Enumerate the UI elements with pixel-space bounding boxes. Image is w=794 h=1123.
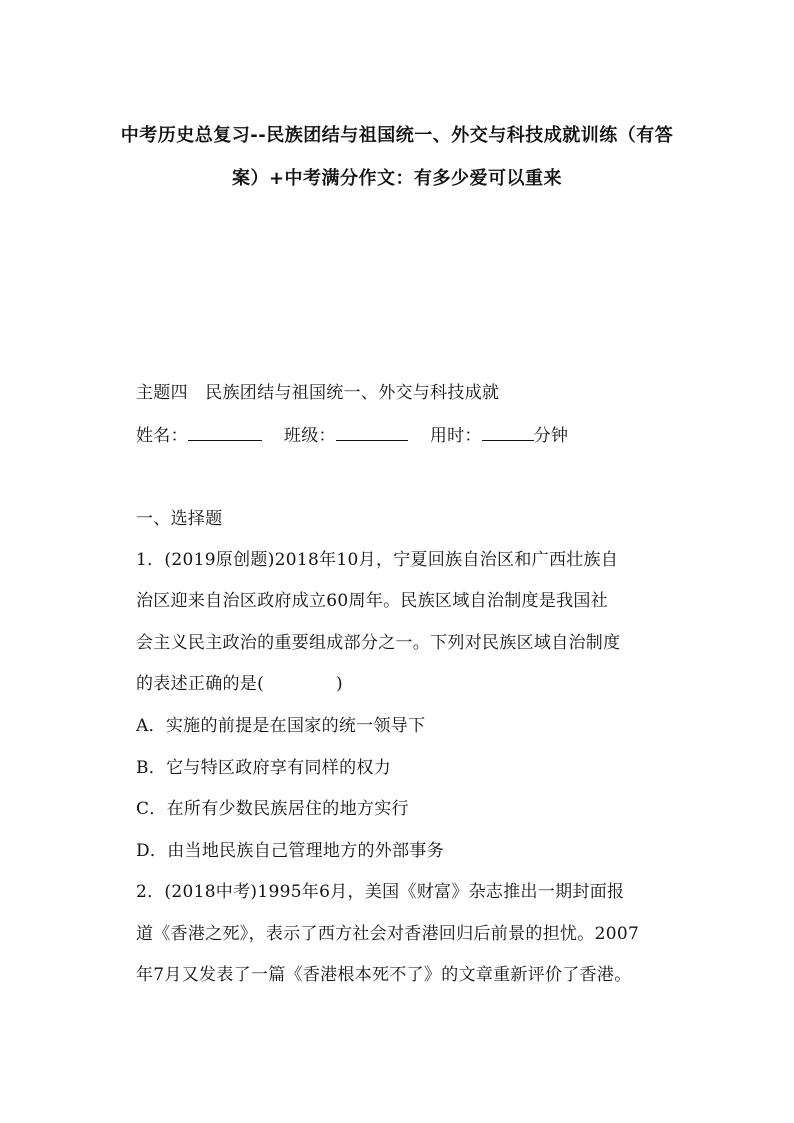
- q1-line-3: 会主义民主政治的重要组成部分之一。下列对民族区域自治制度: [136, 633, 621, 653]
- name-blank[interactable]: [188, 425, 262, 441]
- student-info-row: [136, 425, 568, 447]
- q1-line-1: 1．(2019原创题)2018年10月，宁夏回族自治区和广西壮族自: [136, 550, 619, 570]
- class-blank[interactable]: [336, 425, 408, 441]
- q2-line-2: 道《香港之死》，表示了西方社会对香港回归后前景的担忧。2007: [136, 924, 640, 944]
- q1-option-a: A．实施的前提是在国家的统一领导下: [136, 716, 426, 736]
- q1-option-b: B．它与特区政府享有同样的权力: [136, 758, 391, 778]
- topic-heading: 主题四 民族团结与祖国统一、外交与科技成就: [136, 383, 500, 403]
- document-title-line-2: 案）+中考满分作文：有多少爱可以重来: [231, 168, 563, 189]
- section-heading: 一、选择题: [136, 509, 223, 529]
- q1-line-2: 治区迎来自治区政府成立60周年。民族区域自治制度是我国社: [136, 591, 609, 611]
- q1-stem-end: 的表述正确的是(: [136, 674, 265, 694]
- q2-line-1: 2．(2018中考)1995年6月，美国《财富》杂志推出一期封面报: [136, 882, 625, 902]
- q1-line-4: [136, 673, 343, 695]
- name-label: 姓名：: [136, 426, 188, 446]
- time-blank[interactable]: [482, 425, 534, 441]
- q1-close-paren: ): [336, 674, 343, 694]
- q1-option-d: D．由当地民族自己管理地方的外部事务: [136, 841, 445, 861]
- class-label: 班级：: [283, 426, 336, 446]
- time-unit: 分钟: [533, 426, 569, 446]
- document-title-line-1: 中考历史总复习--民族团结与祖国统一、外交与科技成就训练（有答: [120, 125, 674, 146]
- time-label: 用时：: [429, 426, 482, 446]
- q2-line-3: 年7月又发表了一篇《香港根本死不了》的文章重新评价了香港。: [136, 965, 632, 985]
- q1-option-c: C．在所有少数民族居住的地方实行: [136, 799, 409, 819]
